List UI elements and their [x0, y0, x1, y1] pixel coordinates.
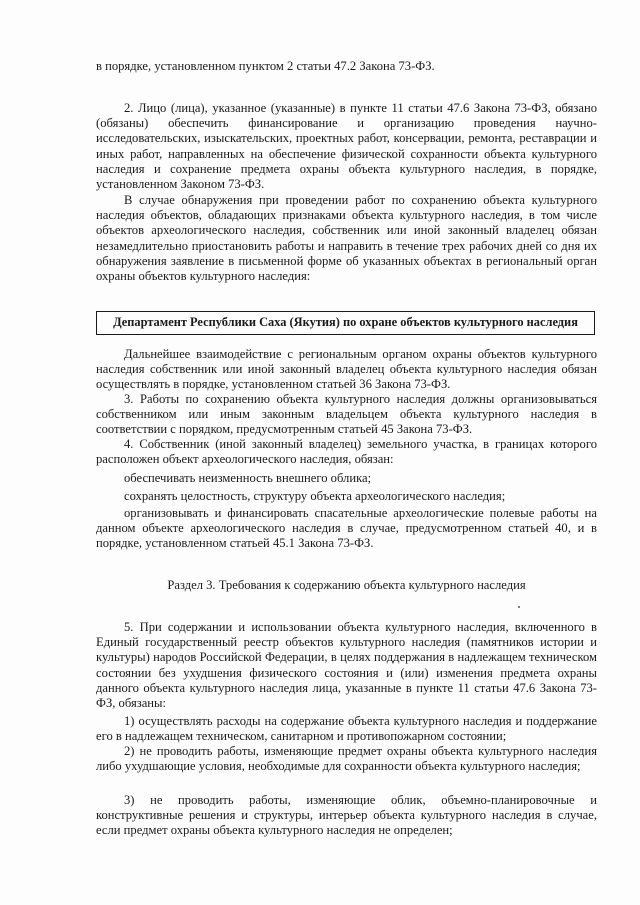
scan-speck — [518, 606, 520, 608]
paragraph-discovery-notice: В случае обнаружения при проведении работ по сохранению объекта культурного наследия объектов, обладающих признаками объекта культурного наследия, в том числе объектов археологического наследия, собственник или иной законный владелец обязан незамедлительно приостановить работы и направить в течение трех рабочих дней со дня их обнаружения заявление в письменной форме об указанных объектах в региональный орган охраны объектов культурного наследия: — [96, 193, 597, 284]
department-name-box — [96, 311, 595, 335]
paragraph-item-2: 2. Лицо (лица), указанное (указанные) в пункте 11 статьи 47.6 Закона 73-ФЗ, обязано (обязаны) обеспечить финансирование и организацию проведения научно-исследовательских, изыскательских, проектных работ, консервации, ремонта, реставрации и иных работ, направленных на обеспечение физической сохранности объекта культурного наследия и сохранение предмета охраны объекта культурного наследия, в порядке, установленном Законом 73-ФЗ. — [96, 101, 597, 192]
department-name: Департамент Республики Саха (Якутия) по охране объектов культурного наследия — [113, 315, 578, 330]
requirement-2: 2) не проводить работы, изменяющие предмет охраны объекта культурного наследия либо ухудшающие условия, необходимые для сохранности объекта культурного наследия; — [96, 744, 597, 774]
paragraph-continuation: в порядке, установленном пунктом 2 статьи 47.2 Закона 73-ФЗ. — [96, 59, 435, 73]
paragraph-item-5: 5. При содержании и использовании объекта культурного наследия, включенного в Единый государственный реестр объектов культурного наследия (памятников истории и культуры) народов Российской Федерации, в целях поддержания в надлежащем техническом состоянии без ухудшения физического состояния и (или) изменения предмета охраны данного объекта культурного наследия лица, указанные в пункте 11 статьи 47.6 Закона 73-ФЗ, обязаны: — [96, 620, 597, 711]
paragraph-further-interaction: Дальнейшее взаимодействие с региональным органом охраны объектов культурного наследия собственник или иной законный владелец объекта культурного наследия обязан осуществлять в порядке, установленном статьей 36 Закона 73-ФЗ. — [96, 347, 597, 392]
obligation-appearance: обеспечивать неизменность внешнего облика; — [124, 471, 372, 485]
paragraph-item-3: 3. Работы по сохранению объекта культурного наследия должны организовываться собственником или иным законным владельцем объекта культурного наследия в соответствии с порядком, предусмотренным статьей 45 Закона 73-ФЗ. — [96, 392, 597, 437]
requirement-3: 3) не проводить работы, изменяющие облик, объемно-планировочные и конструктивные решения и структуры, интерьер объекта культурного наследия в случае, если предмет охраны объекта культурного наследия не определен; — [96, 793, 597, 838]
paragraph-item-4: 4. Собственник (иной законный владелец) земельного участка, в границах которого расположен объект археологического наследия, обязан: — [96, 437, 597, 467]
obligation-rescue-works: организовывать и финансировать спасательные археологические полевые работы на данном объекте археологического наследия в случае, предусмотренном статьей 40, и в порядке, установленном статьей 45.1 Закона 73-ФЗ. — [96, 506, 597, 551]
obligation-integrity: сохранять целостность, структуру объекта археологического наследия; — [124, 489, 506, 503]
section-heading: Раздел 3. Требования к содержанию объекта культурного наследия — [167, 578, 526, 592]
requirement-1: 1) осуществлять расходы на содержание объекта культурного наследия и поддержание его в надлежащем техническом, санитарном и противопожарном состоянии; — [96, 714, 597, 744]
